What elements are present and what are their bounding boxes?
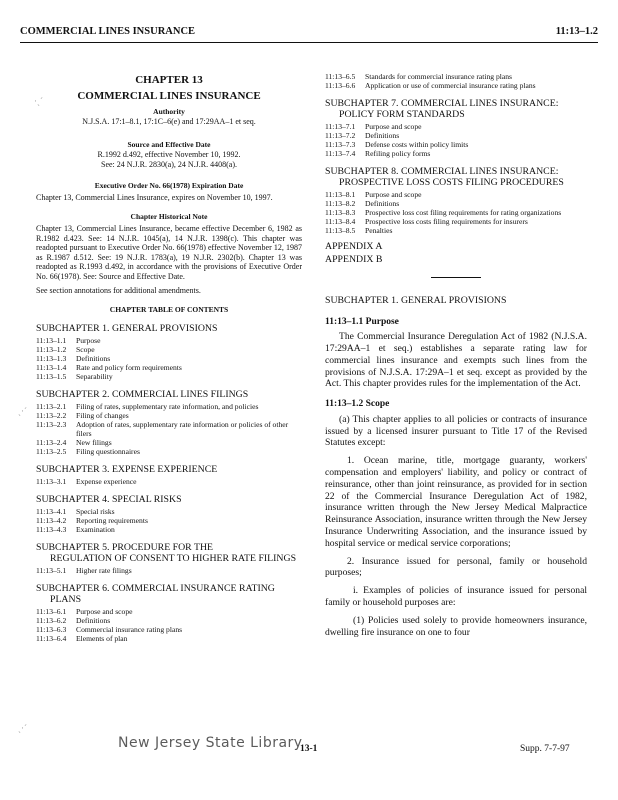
toc-entry-number: 11:13–4.1 (36, 506, 67, 516)
source-text-1: R.1992 d.492, effective November 10, 1992. (97, 149, 241, 159)
section-1-2-a-2-i-1: (1) Policies used solely to provide homeowners insurance, dwelling fire insurance on one to four (325, 614, 587, 638)
history-heading: Chapter Historical Note (130, 212, 208, 222)
toc-entry-title: Penalties (365, 226, 393, 235)
toc-subchapter-heading (36, 494, 302, 505)
toc-entry-number: 11:13–1.1 (36, 335, 67, 345)
appendix-a: APPENDIX A (325, 241, 383, 252)
toc-entry-number: 11:13–7.3 (325, 140, 356, 149)
toc-entry-number: 11:13–2.2 (36, 410, 67, 420)
section-1-2-a-2: 2. Insurance issued for personal, family or household purposes; (325, 555, 587, 579)
toc-entry-title: Purpose and scope (76, 606, 133, 616)
toc-entry-title: Definitions (365, 131, 400, 140)
section-divider (431, 277, 481, 278)
toc-entry-title: Purpose (76, 335, 101, 345)
section-1-2-a-1: 1. Ocean marine, title, mortgage guaranty, workers' compensation and employers' liability, and policy or contract of reinsurance, other than joint reinsurance, as provided for in section 22 of the Commercial Insurance Deregulation Act of 1982, insurance written through the New Jersey Medical Malpractice Reinsurance Association, insurance written through the New Jersey Insurance Underwriting Association, and the insurance issued by hospital service or medical service corporations; (325, 455, 587, 549)
header-title: COMMERCIAL LINES INSURANCE (20, 26, 196, 37)
toc-entry-title: Definitions (365, 199, 400, 208)
toc-entry-title: Defense costs within policy limits (365, 140, 469, 149)
table-of-contents-continued (325, 98, 587, 235)
toc-entry (325, 208, 587, 217)
toc-entry (325, 72, 587, 81)
toc-subchapter-heading (36, 542, 302, 564)
scan-mark: ˎ·ˊ (18, 723, 27, 733)
toc-entry-number: 11:13–4.3 (36, 524, 67, 534)
right-column (325, 72, 587, 642)
toc-entry (325, 149, 587, 158)
toc-entry-title: Standards for commercial insurance rating plans (365, 72, 512, 81)
toc-subchapter-title: SUBCHAPTER 6. COMMERCIAL INSURANCE RATING (36, 582, 275, 594)
toc-entry (36, 336, 302, 345)
toc-entry-title: Commercial insurance rating plans (76, 624, 183, 634)
toc-entry (36, 607, 302, 616)
toc-entry-title: Rate and policy form requirements (76, 362, 182, 372)
toc-subchapter-heading (36, 389, 302, 400)
authority-text: N.J.S.A. 17:1–8.1, 17:1C–6(e) and 17:29AA–1 et seq. (82, 116, 256, 126)
toc-entry-number: 11:13–8.4 (325, 217, 356, 226)
toc-entry (36, 420, 302, 438)
toc-subchapter-title: SUBCHAPTER 8. COMMERCIAL LINES INSURANCE: (325, 166, 559, 177)
toc-subchapter-title: SUBCHAPTER 1. GENERAL PROVISIONS (36, 322, 218, 334)
toc-entry (36, 354, 302, 363)
toc-entry-title: Higher rate filings (76, 565, 132, 575)
left-column (36, 72, 302, 643)
toc-subchapter-title-cont: PROSPECTIVE LOSS COSTS FILING PROCEDURES (339, 177, 564, 188)
page-number: 13-1 (300, 744, 318, 754)
appendix-b: APPENDIX B (325, 254, 383, 265)
toc-entry-title: Filing questionnaires (76, 446, 140, 456)
toc-entry (36, 516, 302, 525)
toc-entry-title: Separability (76, 371, 113, 381)
toc-subchapter-title: SUBCHAPTER 4. SPECIAL RISKS (36, 493, 182, 505)
eo-text: Chapter 13, Commercial Lines Insurance, expires on November 10, 1997. (36, 192, 273, 202)
toc-continued (325, 72, 587, 90)
toc-entry-number: 11:13–1.5 (36, 371, 67, 381)
toc-entry-title: Definitions (76, 615, 111, 625)
toc-entry-title: Expense experience (76, 476, 137, 486)
toc-subchapter-title: SUBCHAPTER 7. COMMERCIAL LINES INSURANCE: (325, 98, 559, 109)
header-section-number: 11:13–1.2 (555, 26, 598, 37)
toc-entry-title: New filings (76, 437, 112, 447)
toc-entry-number: 11:13–4.2 (36, 515, 67, 525)
chapter-title: COMMERCIAL LINES INSURANCE (77, 89, 261, 102)
toc-entry-title: Scope (76, 344, 95, 354)
toc-entry (36, 507, 302, 516)
toc-entry-number: 11:13–5.1 (36, 565, 67, 575)
supplement-date: Supp. 7-7-97 (520, 744, 570, 754)
toc-entry-number: 11:13–8.5 (325, 226, 356, 235)
toc-entry (36, 447, 302, 456)
running-header (20, 26, 598, 40)
section-1-1-text: The Commercial Insurance Deregulation Act of 1982 (N.J.S.A. 17:29AA–1 et seq.) establishes a separate rating law for commercial lines insurance and exempts such lines from the provisions of N.J.S.A. 17:29A–1 et seq. except as provided by the Act. This chapter provides rules for the implementation of the Act. (325, 331, 587, 390)
toc-entry (36, 372, 302, 381)
toc-subchapter-heading (325, 98, 587, 120)
toc-entry-number: 11:13–3.1 (36, 476, 67, 486)
toc-entry-number: 11:13–8.1 (325, 190, 356, 199)
toc-entry-number: 11:13–7.1 (325, 122, 356, 131)
eo-heading: Executive Order No. 66(1978) Expiration Date (94, 181, 244, 191)
source-text-2: See: 24 N.J.R. 2830(a), 24 N.J.R. 4408(a). (101, 159, 237, 169)
toc-entry (36, 438, 302, 447)
header-rule (20, 42, 598, 43)
toc-entry (36, 634, 302, 643)
scan-mark: ·ˏ´ (34, 96, 43, 106)
scan-mark: ˎ·ˊ (18, 406, 27, 416)
toc-entry (36, 363, 302, 372)
toc-entry-number: 11:13–8.2 (325, 199, 356, 208)
toc-entry-title: Filing of changes (76, 410, 129, 420)
toc-entry-number: 11:13–8.3 (325, 208, 356, 217)
toc-entry-title: Purpose and scope (365, 190, 422, 199)
toc-entry (325, 140, 587, 149)
toc-entry (36, 411, 302, 420)
toc-entry (325, 81, 587, 90)
toc-subchapter-title-cont: POLICY FORM STANDARDS (339, 109, 465, 120)
toc-entry-title: Definitions (76, 353, 111, 363)
toc-entry-title: Prospective loss cost filing requirements for rating organizations (365, 208, 562, 217)
toc-entry (36, 525, 302, 534)
toc-entry (325, 131, 587, 140)
toc-entry-number: 11:13–6.2 (36, 615, 67, 625)
history-text: Chapter 13, Commercial Lines Insurance, became effective December 6, 1982 as R.1982 d.423. See: 14 N.J.R. 1045(a), 14 N.J.R. 1398(c). This chapter was readopted pursuant to Executive Order No. 66(1978) effective November 12, 1987 as R.1987 d.512. See: 19 N.J.R. 1783(a), 19 N.J.R. 2302(b). Chapter 13 was readopted as R.1993 d.492, in accordance with the provisions of Executive Order No. 66(1978). See: Source and Effective Date. (36, 223, 302, 281)
toc-subchapter-heading (36, 464, 302, 475)
toc-entry (325, 217, 587, 226)
see-annotations: See section annotations for additional amendments. (36, 285, 201, 295)
toc-entry (36, 566, 302, 575)
toc-heading: CHAPTER TABLE OF CONTENTS (109, 305, 229, 315)
section-1-2-heading: 11:13–1.2 Scope (325, 399, 390, 410)
toc-entry-number: 11:13–2.4 (36, 437, 67, 447)
toc-entry-title: Elements of plan (76, 633, 128, 643)
toc-entry-title: Refiling policy forms (365, 149, 431, 158)
toc-subchapter-title: SUBCHAPTER 3. EXPENSE EXPERIENCE (36, 463, 218, 475)
toc-entry-number: 11:13–6.1 (36, 606, 67, 616)
toc-entry-number: 11:13–6.3 (36, 624, 67, 634)
toc-entry (325, 226, 587, 235)
subchapter-1-heading: SUBCHAPTER 1. GENERAL PROVISIONS (325, 295, 507, 306)
toc-entry-title: Special risks (76, 506, 115, 516)
section-1-1-heading: 11:13–1.1 Purpose (325, 316, 399, 327)
toc-entry-number: 11:13–7.4 (325, 149, 356, 158)
toc-entry-number: 11:13–7.2 (325, 131, 356, 140)
toc-entry-number: 11:13–2.1 (36, 401, 67, 411)
toc-entry-title: Filing of rates, supplementary rate information, and policies (76, 401, 259, 411)
toc-entry-title: Prospective loss costs filing requirements for insurers (365, 217, 528, 226)
toc-entry-number: 11:13–2.5 (36, 446, 67, 456)
toc-subchapter-title: SUBCHAPTER 2. COMMERCIAL LINES FILINGS (36, 388, 249, 400)
toc-entry (36, 402, 302, 411)
toc-entry-number: 11:13–1.4 (36, 362, 67, 372)
toc-entry (325, 199, 587, 208)
toc-entry-title: Application or use of commercial insurance rating plans (365, 81, 536, 90)
toc-entry (325, 122, 587, 131)
toc-entry-number: 11:13–6.4 (36, 633, 67, 643)
chapter-number: CHAPTER 13 (135, 74, 203, 86)
toc-entry-number: 11:13–6.6 (325, 81, 356, 90)
source-heading: Source and Effective Date (127, 140, 211, 150)
toc-subchapter-heading (36, 583, 302, 605)
table-of-contents (36, 323, 302, 643)
toc-entry-number: 11:13–6.5 (325, 72, 356, 81)
toc-entry-title: Reporting requirements (76, 515, 148, 525)
section-1-2-a: (a) This chapter applies to all policies or contracts of insurance issued by a licensed insurer pursuant to Title 17 of the Revised Statutes except: (325, 413, 587, 449)
toc-subchapter-title: SUBCHAPTER 5. PROCEDURE FOR THE (36, 541, 214, 553)
toc-entry-title: Examination (76, 524, 115, 534)
toc-entry-title: Adoption of rates, supplementary rate information or policies of other filers (76, 419, 289, 438)
authority-heading: Authority (153, 107, 185, 117)
toc-entry-number: 11:13–1.2 (36, 344, 67, 354)
toc-entry-number: 11:13–1.3 (36, 353, 67, 363)
toc-entry-number: 11:13–2.3 (36, 419, 67, 429)
toc-entry (36, 345, 302, 354)
section-1-2-a-2-i: i. Examples of policies of insurance issued for personal family or household purposes are: (325, 585, 587, 608)
toc-subchapter-title-cont: REGULATION OF CONSENT TO HIGHER RATE FILINGS (50, 552, 297, 564)
toc-entry (36, 477, 302, 486)
toc-subchapter-heading (36, 323, 302, 334)
library-stamp: New Jersey State Library (118, 735, 303, 751)
toc-entry-title: Purpose and scope (365, 122, 422, 131)
toc-subchapter-title-cont: PLANS (50, 593, 82, 605)
toc-subchapter-heading (325, 166, 587, 188)
toc-entry (36, 616, 302, 625)
toc-entry (36, 625, 302, 634)
toc-entry (325, 190, 587, 199)
